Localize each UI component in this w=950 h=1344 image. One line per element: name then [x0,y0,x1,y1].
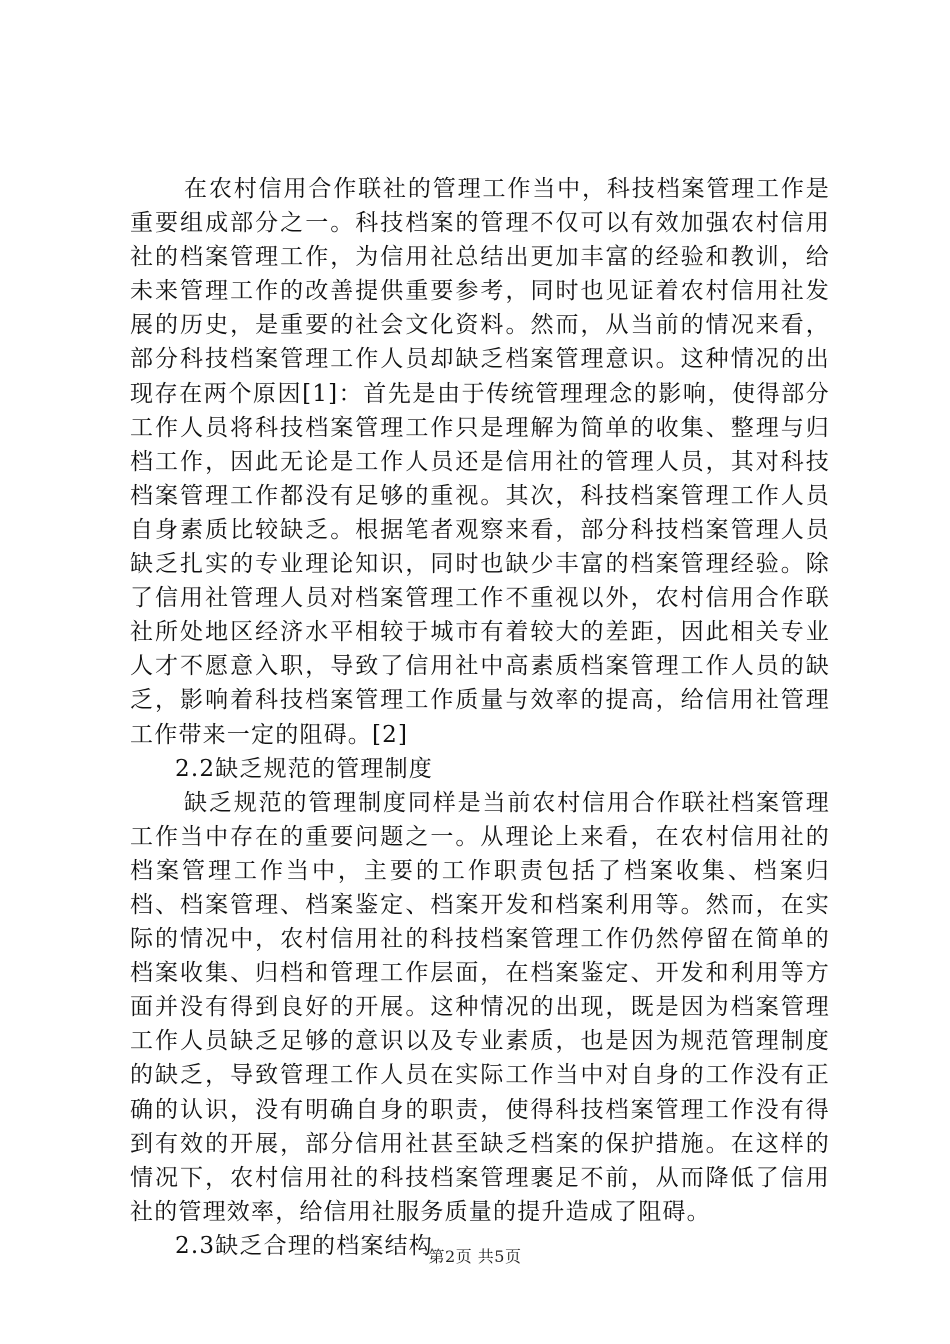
paragraph-archive-awareness: 在农村信用合作联社的管理工作当中，科技档案管理工作是重要组成部分之一。科技档案的管理不仅可以有效加强农村信用社的档案管理工作，为信用社总结出更加丰富的经验和教训，给未来管理工作的改善提供重要参考，同时也见证着农村信用社发展的历史，是重要的社会文化资料。然而，从当前的情况来看，部分科技档案管理工作人员却缺乏档案管理意识。这种情况的出现存在两个原因[1]：首先是由于传统管理理念的影响，使得部分工作人员将科技档案管理工作只是理解为简单的收集、整理与归档工作，因此无论是工作人员还是信用社的管理人员，其对科技档案管理工作都没有足够的重视。其次，科技档案管理工作人员自身素质比较缺乏。根据笔者观察来看，部分科技档案管理人员缺乏扎实的专业理论知识，同时也缺少丰富的档案管理经验。除了信用社管理人员对档案管理工作不重视以外，农村信用合作联社所处地区经济水平相较于城市有着较大的差距，因此相关专业人才不愿意入职，导致了信用社中高素质档案管理工作人员的缺乏，影响着科技档案管理工作质量与效率的提高，给信用社管理工作带来一定的阻碍。[2] [130,176,830,748]
paragraph-management-system: 缺乏规范的管理制度同样是当前农村信用合作联社档案管理工作当中存在的重要问题之一。从理论上来看，在农村信用社的档案管理工作当中，主要的工作职责包括了档案收集、档案归档、档案管理、档案鉴定、档案开发和档案利用等。然而，在实际的情况中，农村信用社的科技档案管理工作仍然停留在简单的档案收集、归档和管理工作层面，在档案鉴定、开发和利用等方面并没有得到良好的开展。这种情况的出现，既是因为档案管理工作人员缺乏足够的意识以及专业素质，也是因为规范管理制度的缺乏，导致管理工作人员在实际工作当中对自身的工作没有正确的认识，没有明确自身的职责，使得科技档案管理工作没有得到有效的开展，部分信用社甚至缺乏档案的保护措施。在这样的情况下，农村信用社的科技档案管理裹足不前，从而降低了信用社的管理效率，给信用社服务质量的提升造成了阻碍。 [130,789,830,1225]
section-heading-2-3: 2.3缺乏合理的档案结构 [175,1232,433,1259]
document-body [130,172,830,1263]
page-number-footer: 第2页 共5页 [428,1247,522,1266]
section-heading-2-2: 2.2缺乏规范的管理制度 [175,755,433,782]
